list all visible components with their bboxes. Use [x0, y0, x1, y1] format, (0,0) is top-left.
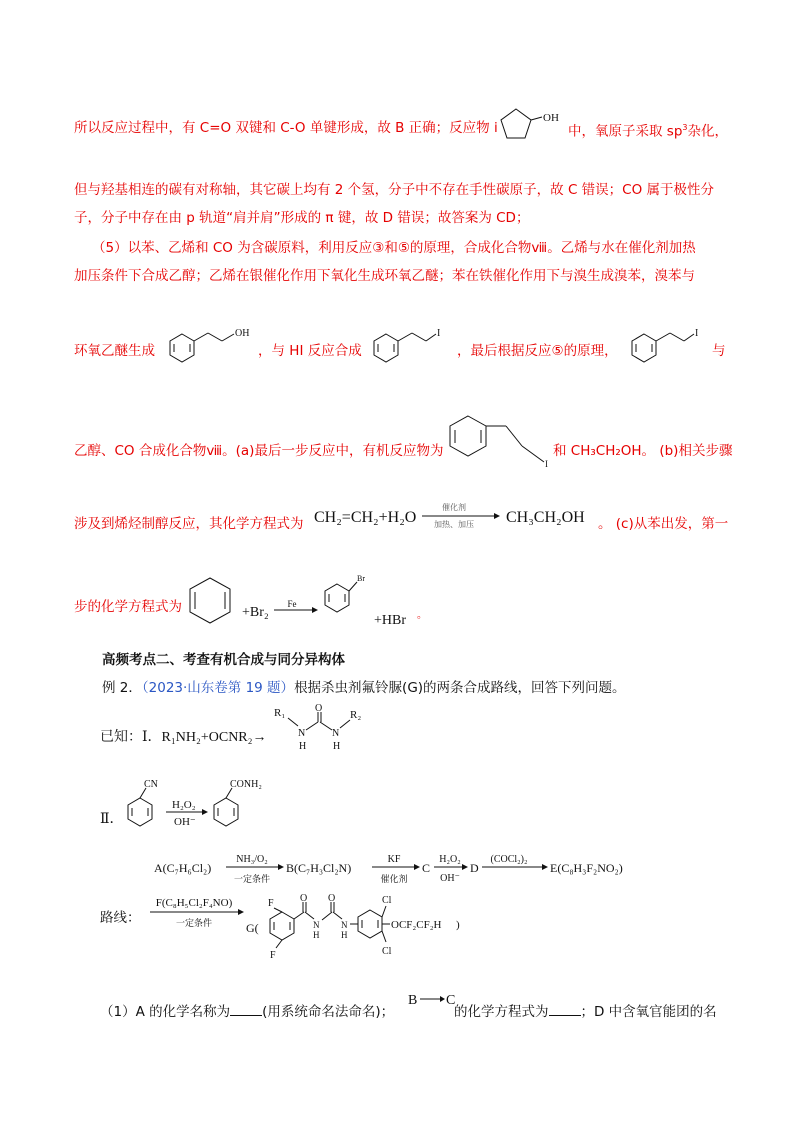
answer-line-6c: ，最后根据反应⑤的原理，	[457, 343, 618, 359]
example-header	[102, 678, 626, 698]
iodoethylbenzene-structure-large	[446, 412, 556, 470]
answer-line-8b: 。 (c)从苯出发，第一	[598, 516, 729, 532]
h-label: H	[333, 741, 341, 752]
answer-line-2: 但与羟基相连的碳有对称轴，其它碳上均有 2 个氢，分子中不存在手性碳原子，故 C 错误；CO 属于极性分	[74, 182, 715, 198]
ethylene-hydration-equation	[314, 500, 594, 540]
cyclopentanol-structure	[498, 103, 568, 153]
b-label: B	[408, 993, 418, 1008]
catalyst-label: 催化剂	[380, 875, 408, 885]
answer-blank[interactable]	[230, 1002, 262, 1016]
n-label: N	[298, 728, 306, 739]
answer-line-8a: 涉及到烯烃制醇反应，其化学方程式为	[74, 516, 304, 532]
compound-f: F(C₈H₅Cl₂F₄NO)	[155, 897, 233, 909]
n-label: N	[332, 728, 340, 739]
cl-label: Cl	[382, 895, 392, 906]
iodoethylbenzene-structure-2	[628, 322, 713, 372]
known-reaction-1: 已知：Ⅰ．R₁NH₂+OCNR₂→	[100, 730, 267, 745]
ocf2cf2h-label: OCF₂CF₂H	[391, 919, 442, 931]
h2o2-label: H₂O₂	[172, 799, 196, 811]
b-to-c-notation	[408, 986, 460, 1016]
superscript: 3	[682, 123, 688, 132]
answer-line-3: 子，分子中存在由 p 轨道“肩并肩”形成的 π 键，故 D 错误；故答案为 CD；	[74, 210, 530, 226]
o-label: O	[315, 703, 323, 714]
section-title: 高频考点二、考查有机合成与同分异构体	[102, 652, 345, 668]
answer-line-7b: 和 CH₃CH₂OH。 (b)相关步骤	[553, 443, 733, 459]
n-label: N	[313, 920, 320, 930]
iodine-label: I	[545, 459, 548, 469]
cn-label: CN	[144, 779, 158, 790]
r1-label: R₁	[274, 707, 286, 719]
answer-line-1	[74, 118, 498, 138]
h2o2-label: H₂O₂	[439, 854, 461, 865]
q-text: （1）A 的化学名称为	[100, 1004, 231, 1020]
equation-rhs: CH₃CH₂OH	[506, 509, 585, 526]
phenylethanol-structure	[166, 322, 256, 372]
q-text: ；D 中含氧官能团的名	[580, 1004, 717, 1020]
answer-line-9a: 步的化学方程式为	[74, 599, 182, 615]
nh3o2-label: NH₃/O₂	[236, 854, 268, 865]
synthesis-route-2	[150, 888, 490, 968]
question-1-cont	[454, 1002, 717, 1022]
compound-d: D	[470, 861, 479, 875]
answer-line-1-end	[568, 118, 728, 142]
example-source: （2023·山东卷第 19 题）	[141, 680, 295, 696]
benzonitrile-to-benzamide	[122, 776, 302, 836]
oh-minus-label: OH⁻	[440, 873, 460, 884]
close-paren: )	[456, 919, 460, 931]
condition-label: 一定条件	[233, 875, 271, 885]
answer-blank[interactable]	[549, 1002, 581, 1016]
kf-label: KF	[387, 854, 401, 865]
answer-line-7a: 乙醇、CO 合成化合物ⅷ。(a)最后一步反应中，有机反应物为	[74, 443, 444, 459]
q-text: (用系统命名法命名)；	[262, 1004, 395, 1020]
iodine-label: I	[695, 328, 699, 339]
synthesis-route-1	[154, 848, 634, 890]
o-label: O	[328, 893, 336, 904]
oh-label: OH	[235, 328, 250, 339]
iodoethylbenzene-structure-1	[370, 322, 455, 372]
compound-e: E(C₈H₃F₂NO₂)	[550, 861, 623, 875]
compound-g: G(	[246, 921, 259, 935]
oh-minus-label: OH⁻	[174, 816, 196, 828]
n-label: N	[341, 920, 348, 930]
condition-bottom: 加热、加压	[434, 520, 474, 529]
f-label: F	[270, 950, 276, 961]
r2-label: R₂	[350, 709, 362, 721]
question-1	[100, 1002, 394, 1022]
compound-b: B(C₇H₃Cl₂N)	[286, 861, 352, 875]
example-label: 例 2．	[102, 680, 142, 696]
equation-lhs: CH₂=CH₂+H₂O	[314, 509, 417, 526]
answer-line-6d: 与	[712, 343, 726, 359]
urea-product-structure	[268, 704, 378, 760]
benzene-bromination-equation	[186, 570, 426, 632]
br-label: Br	[357, 574, 365, 583]
q-text: 的化学方程式为	[454, 1004, 549, 1020]
iodine-label: I	[437, 328, 441, 339]
f-label: F	[268, 898, 274, 909]
example-text: 根据杀虫剂氟铃脲(G)的两条合成路线，回答下列问题。	[294, 680, 626, 696]
text-seg: 所以反应过程中，有 C=O 双键和 C-O 单键形成，故 B 正确；反应物 i	[74, 120, 498, 136]
fe-label: Fe	[287, 599, 297, 609]
cocl2-label: (COCl₂)₂	[490, 854, 528, 865]
h-label: H	[341, 930, 348, 940]
conh2-label: CONH₂	[230, 779, 262, 790]
c-label: C	[446, 993, 456, 1008]
o-label: O	[300, 893, 308, 904]
condition-label: 一定条件	[175, 919, 213, 929]
answer-line-4: （5）以苯、乙烯和 CO 为含碳原料，利用反应③和⑤的原理，合成化合物ⅷ。乙烯与水在催化剂加热	[92, 240, 696, 256]
compound-c: C	[422, 861, 431, 875]
cl-label: Cl	[382, 946, 392, 957]
h-label: H	[299, 741, 307, 752]
period: 。	[417, 610, 427, 621]
oh-label: OH	[543, 112, 559, 124]
hbr-label: +HBr	[374, 613, 407, 628]
answer-line-6b: ，与 HI 反应合成	[258, 343, 362, 359]
br2-label: +Br₂	[242, 605, 269, 620]
compound-a: A(C₇H₆Cl₂)	[154, 861, 212, 875]
h-label: H	[313, 930, 320, 940]
condition-top: 催化剂	[442, 503, 466, 512]
answer-line-5: 加压条件下合成乙醇；乙烯在银催化作用下氧化生成环氧乙醚；苯在铁催化作用下与溴生成溴苯，溴苯与	[74, 268, 695, 284]
known-reaction-2: Ⅱ．	[100, 812, 124, 827]
text-seg: 杂化，	[687, 123, 728, 140]
text-seg: 中，氧原子采取 sp	[568, 123, 683, 140]
answer-line-6a: 环氧乙醚生成	[74, 343, 155, 359]
route-label: 路线：	[100, 910, 141, 926]
